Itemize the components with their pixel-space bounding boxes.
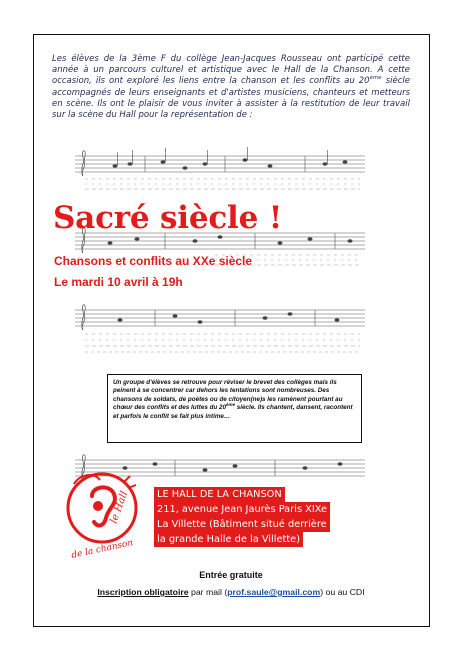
venue-street: 211, avenue Jean Jaurès Paris XIXe xyxy=(154,502,330,517)
synopsis-superscript: ème xyxy=(226,402,236,408)
logo-lettering-2: de la chanson xyxy=(70,538,135,561)
intro-paragraph xyxy=(52,54,410,121)
venue-name: LE HALL DE LA CHANSON xyxy=(154,487,285,502)
signup-text-end: ) ou au CDI xyxy=(320,587,365,597)
venue-area: La Villette (Bâtiment situé derrière xyxy=(154,517,330,532)
hall-de-la-chanson-logo xyxy=(58,468,150,564)
logo-lettering: le Hall xyxy=(108,489,131,526)
signup-email-link[interactable]: prof.saule@gmail.com xyxy=(227,587,321,597)
intro-superscript: ème xyxy=(369,75,382,82)
signup-line xyxy=(0,587,462,597)
show-date: Le mardi 10 avril à 19h xyxy=(54,275,183,289)
synopsis-text-end: siècle. Ils chantent, dansent, racontent et parfois le conflit se fait plus intime… xyxy=(113,404,353,420)
sheet-music-staff-1 xyxy=(75,146,375,192)
venue-address xyxy=(154,487,330,547)
intro-text-end: siècle accompagnés de leurs enseignants et d'artistes musiciens, chanteurs et metteurs en scène. Ils ont le plaisir de vous inviter à assister à la restitution de leur travail sur la scène du Hall pour la représentation de : xyxy=(52,76,410,121)
show-subtitle: Chansons et conflits au XXe siècle xyxy=(54,254,253,268)
show-title: Sacré siècle ! xyxy=(53,200,283,236)
sheet-music-staff-3 xyxy=(75,300,375,362)
synopsis-text xyxy=(113,379,356,421)
venue-directions: la grande Halle de la Villette) xyxy=(154,532,303,547)
intro-text: Les élèves de la 3ème F du collège Jean-Jacques Rousseau ont participé cette année à un parcours culturel et artistique avec le Hall de la Chanson. A cette occasion, ils ont exploré les liens entre la chanson et les conflits au 20 xyxy=(52,54,410,87)
synopsis-text-start: Un groupe d'élèves se retrouve pour réviser le brevet des collèges mais ils peinent à se concentrer car dehors les tentations sont nombreuses. Des chansons de soldats, de poètes ou de citoyen(ne)s les ramènent pourtant au chœur des conflits et des luttes du 20 xyxy=(113,379,343,412)
synopsis-box xyxy=(107,374,362,443)
entry-info: Entrée gratuite xyxy=(199,570,263,580)
signup-text: par mail ( xyxy=(188,587,228,597)
signup-label: Inscription obligatoire xyxy=(97,587,189,597)
